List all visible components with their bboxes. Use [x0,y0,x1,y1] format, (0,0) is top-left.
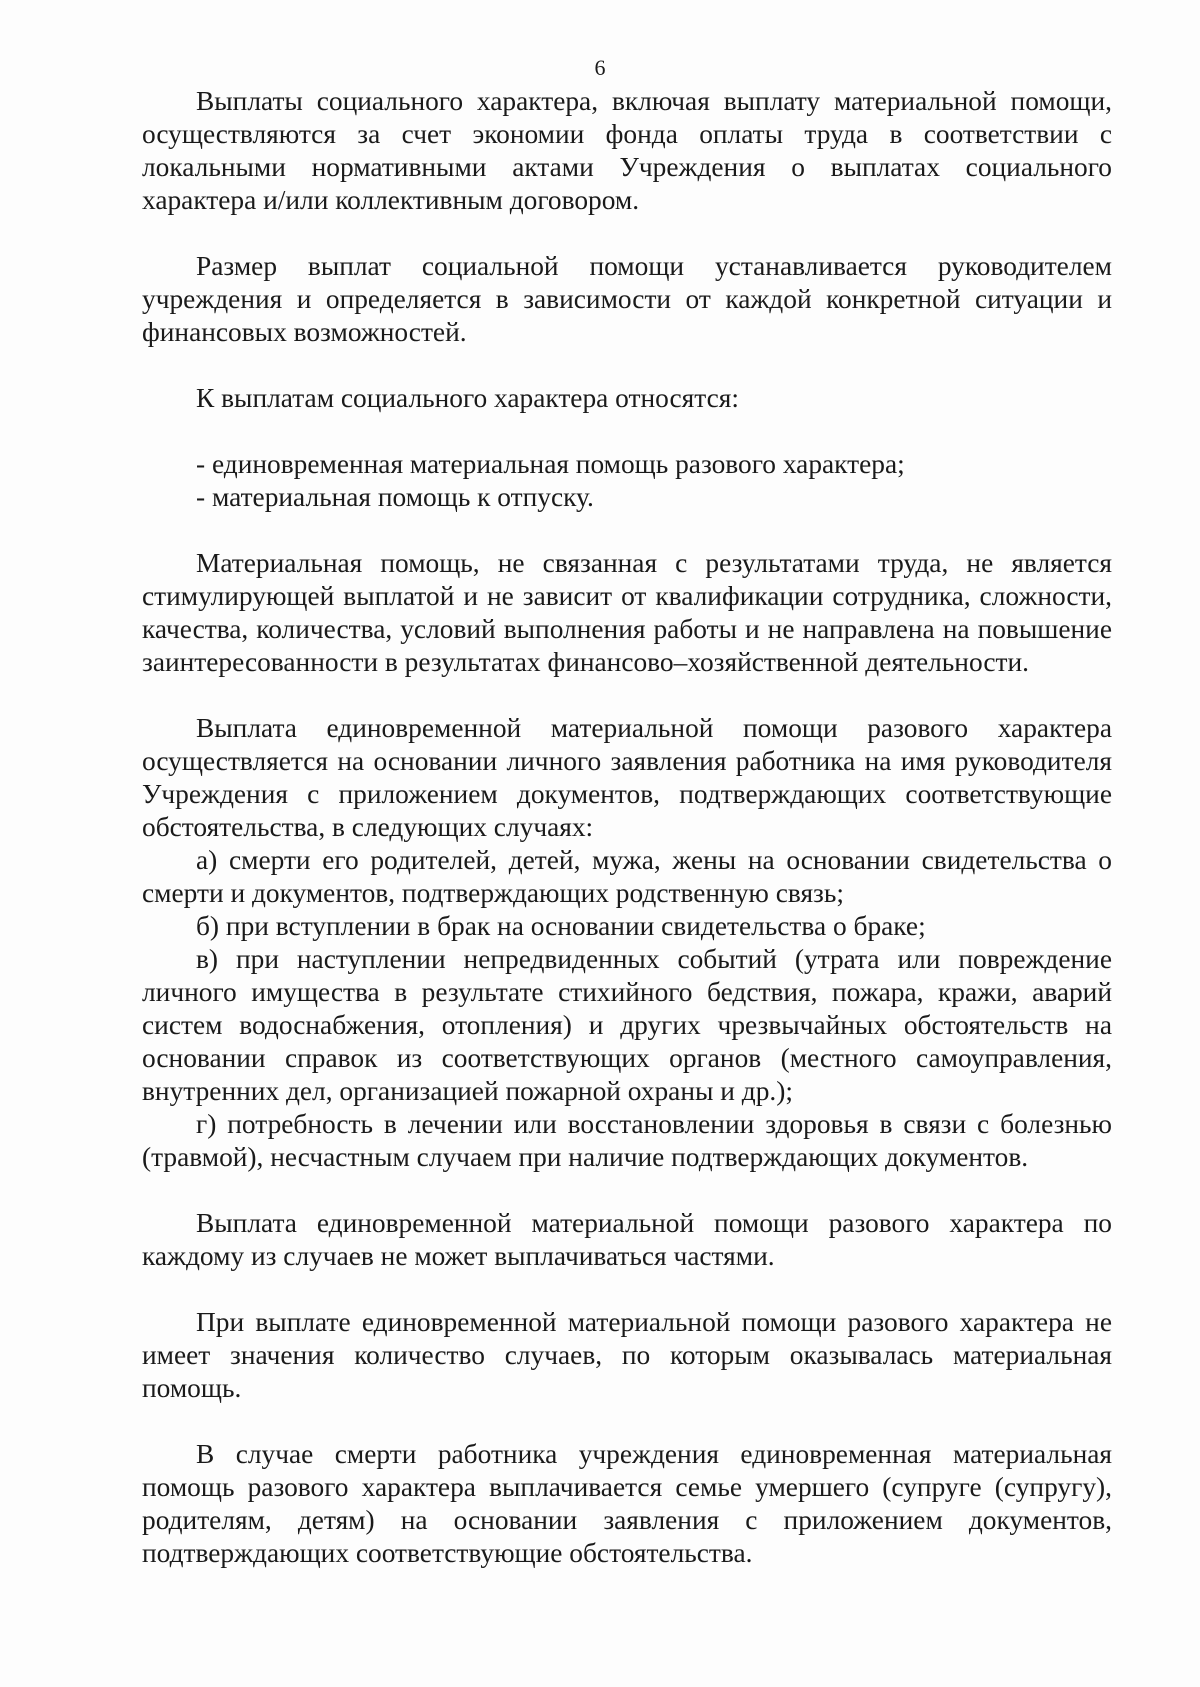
document-body [142,85,1112,1570]
paragraph-no-installments: Выплата единовременной материальной помощи разового характера по каждому из случаев не может выплачиваться частями. [142,1208,1112,1271]
paragraph-number-of-cases: При выплате единовременной материальной помощи разового характера не имеет значения количество случаев, по которым оказывалась материальная помощь. [142,1307,1112,1403]
paragraph-social-payments: Выплаты социального характера, включая выплату материальной помощи, осуществляются за счет экономии фонда оплаты труда в соответствии с локальными нормативными актами Учреждения о выплатах социального характера и/или коллективным договором. [142,86,1112,215]
paragraph-aid-nature: Материальная помощь, не связанная с результатами труда, не является стимулирующей выплатой и не зависит от квалификации сотрудника, сложности, качества, количества, условий выполнения работы и не направлена на повышение заинтересованности в результатах финансово–хозяйственной деятельности. [142,548,1112,677]
paragraph-aid-conditions: Выплата единовременной материальной помощи разового характера осуществляется на основании личного заявления работника на имя руководителя Учреждения с приложением документов, подтверждающих соответствующие обстоятельства, в следующих случаях: [142,713,1112,842]
paragraph-payment-size: Размер выплат социальной помощи устанавливается руководителем учреждения и определяется в зависимости от каждой конкретной ситуации и финансовых возможностей. [142,251,1112,347]
list-item-vacation-aid: - материальная помощь к отпуску. [196,482,594,512]
case-item-c: в) при наступлении непредвиденных событий (утрата или повреждение личного имущества в результате стихийного бедствия, пожара, кражи, аварий систем водоснабжения, отопления) и других чрезвычайных обстоятельств на основании справок из соответствующих органов (местного самоуправления, внутренних дел, организацией пожарной охраны и др.); [142,944,1112,1106]
paragraph-payment-types-intro: К выплатам социального характера относятся: [196,383,739,413]
case-item-d: г) потребность в лечении или восстановлении здоровья в связи с болезнью (травмой), несчастным случаем при наличие подтверждающих документов. [142,1109,1112,1172]
case-item-b: б) при вступлении в брак на основании свидетельства о браке; [196,911,926,941]
page-number: 6 [594,55,606,80]
list-item-one-time-aid: - единовременная материальная помощь разового характера; [196,449,905,479]
paragraph-death-of-employee: В случае смерти работника учреждения единовременная материальная помощь разового характера выплачивается семье умершего (супруге (супругу), родителям, детям) на основании заявления с приложением документов, подтверждающих соответствующие обстоятельства. [142,1439,1112,1568]
case-item-a: а) смерти его родителей, детей, мужа, жены на основании свидетельства о смерти и документов, подтверждающих родственную связь; [142,845,1112,908]
